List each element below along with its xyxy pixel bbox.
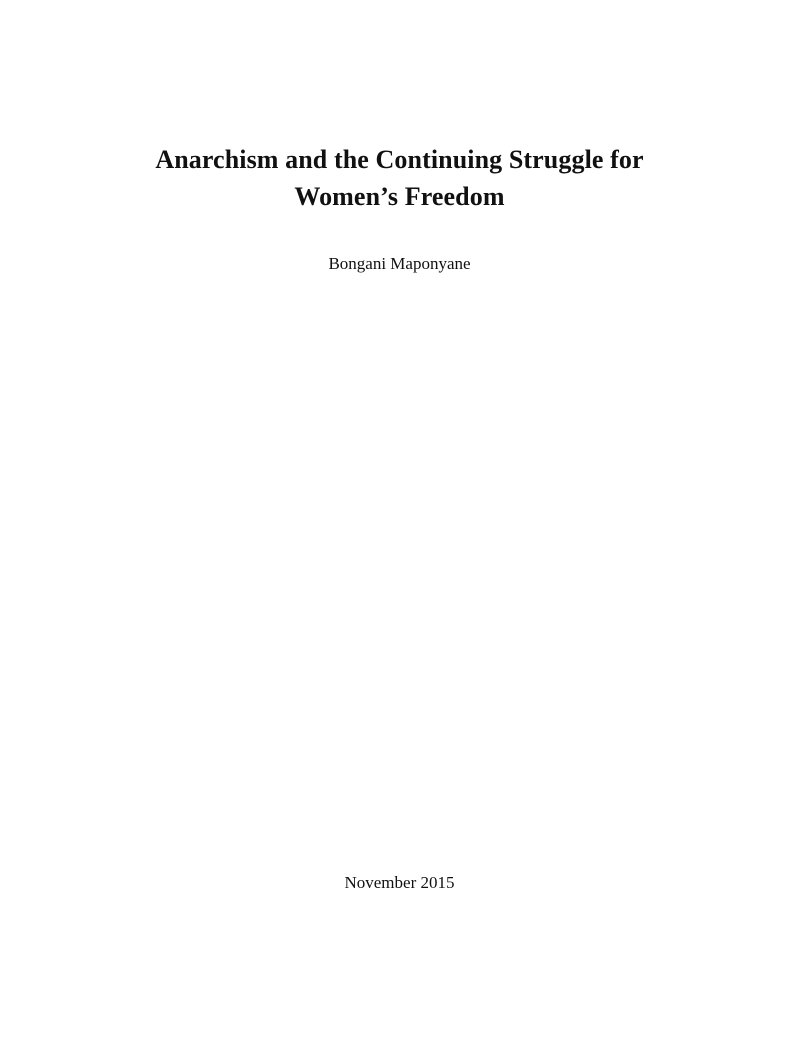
document-title xyxy=(0,141,799,215)
publication-date: November 2015 xyxy=(344,873,455,892)
title-line-2: Women’s Freedom xyxy=(294,182,505,211)
title-line-1: Anarchism and the Continuing Struggle for xyxy=(155,145,644,174)
author-name: Bongani Maponyane xyxy=(328,254,471,273)
